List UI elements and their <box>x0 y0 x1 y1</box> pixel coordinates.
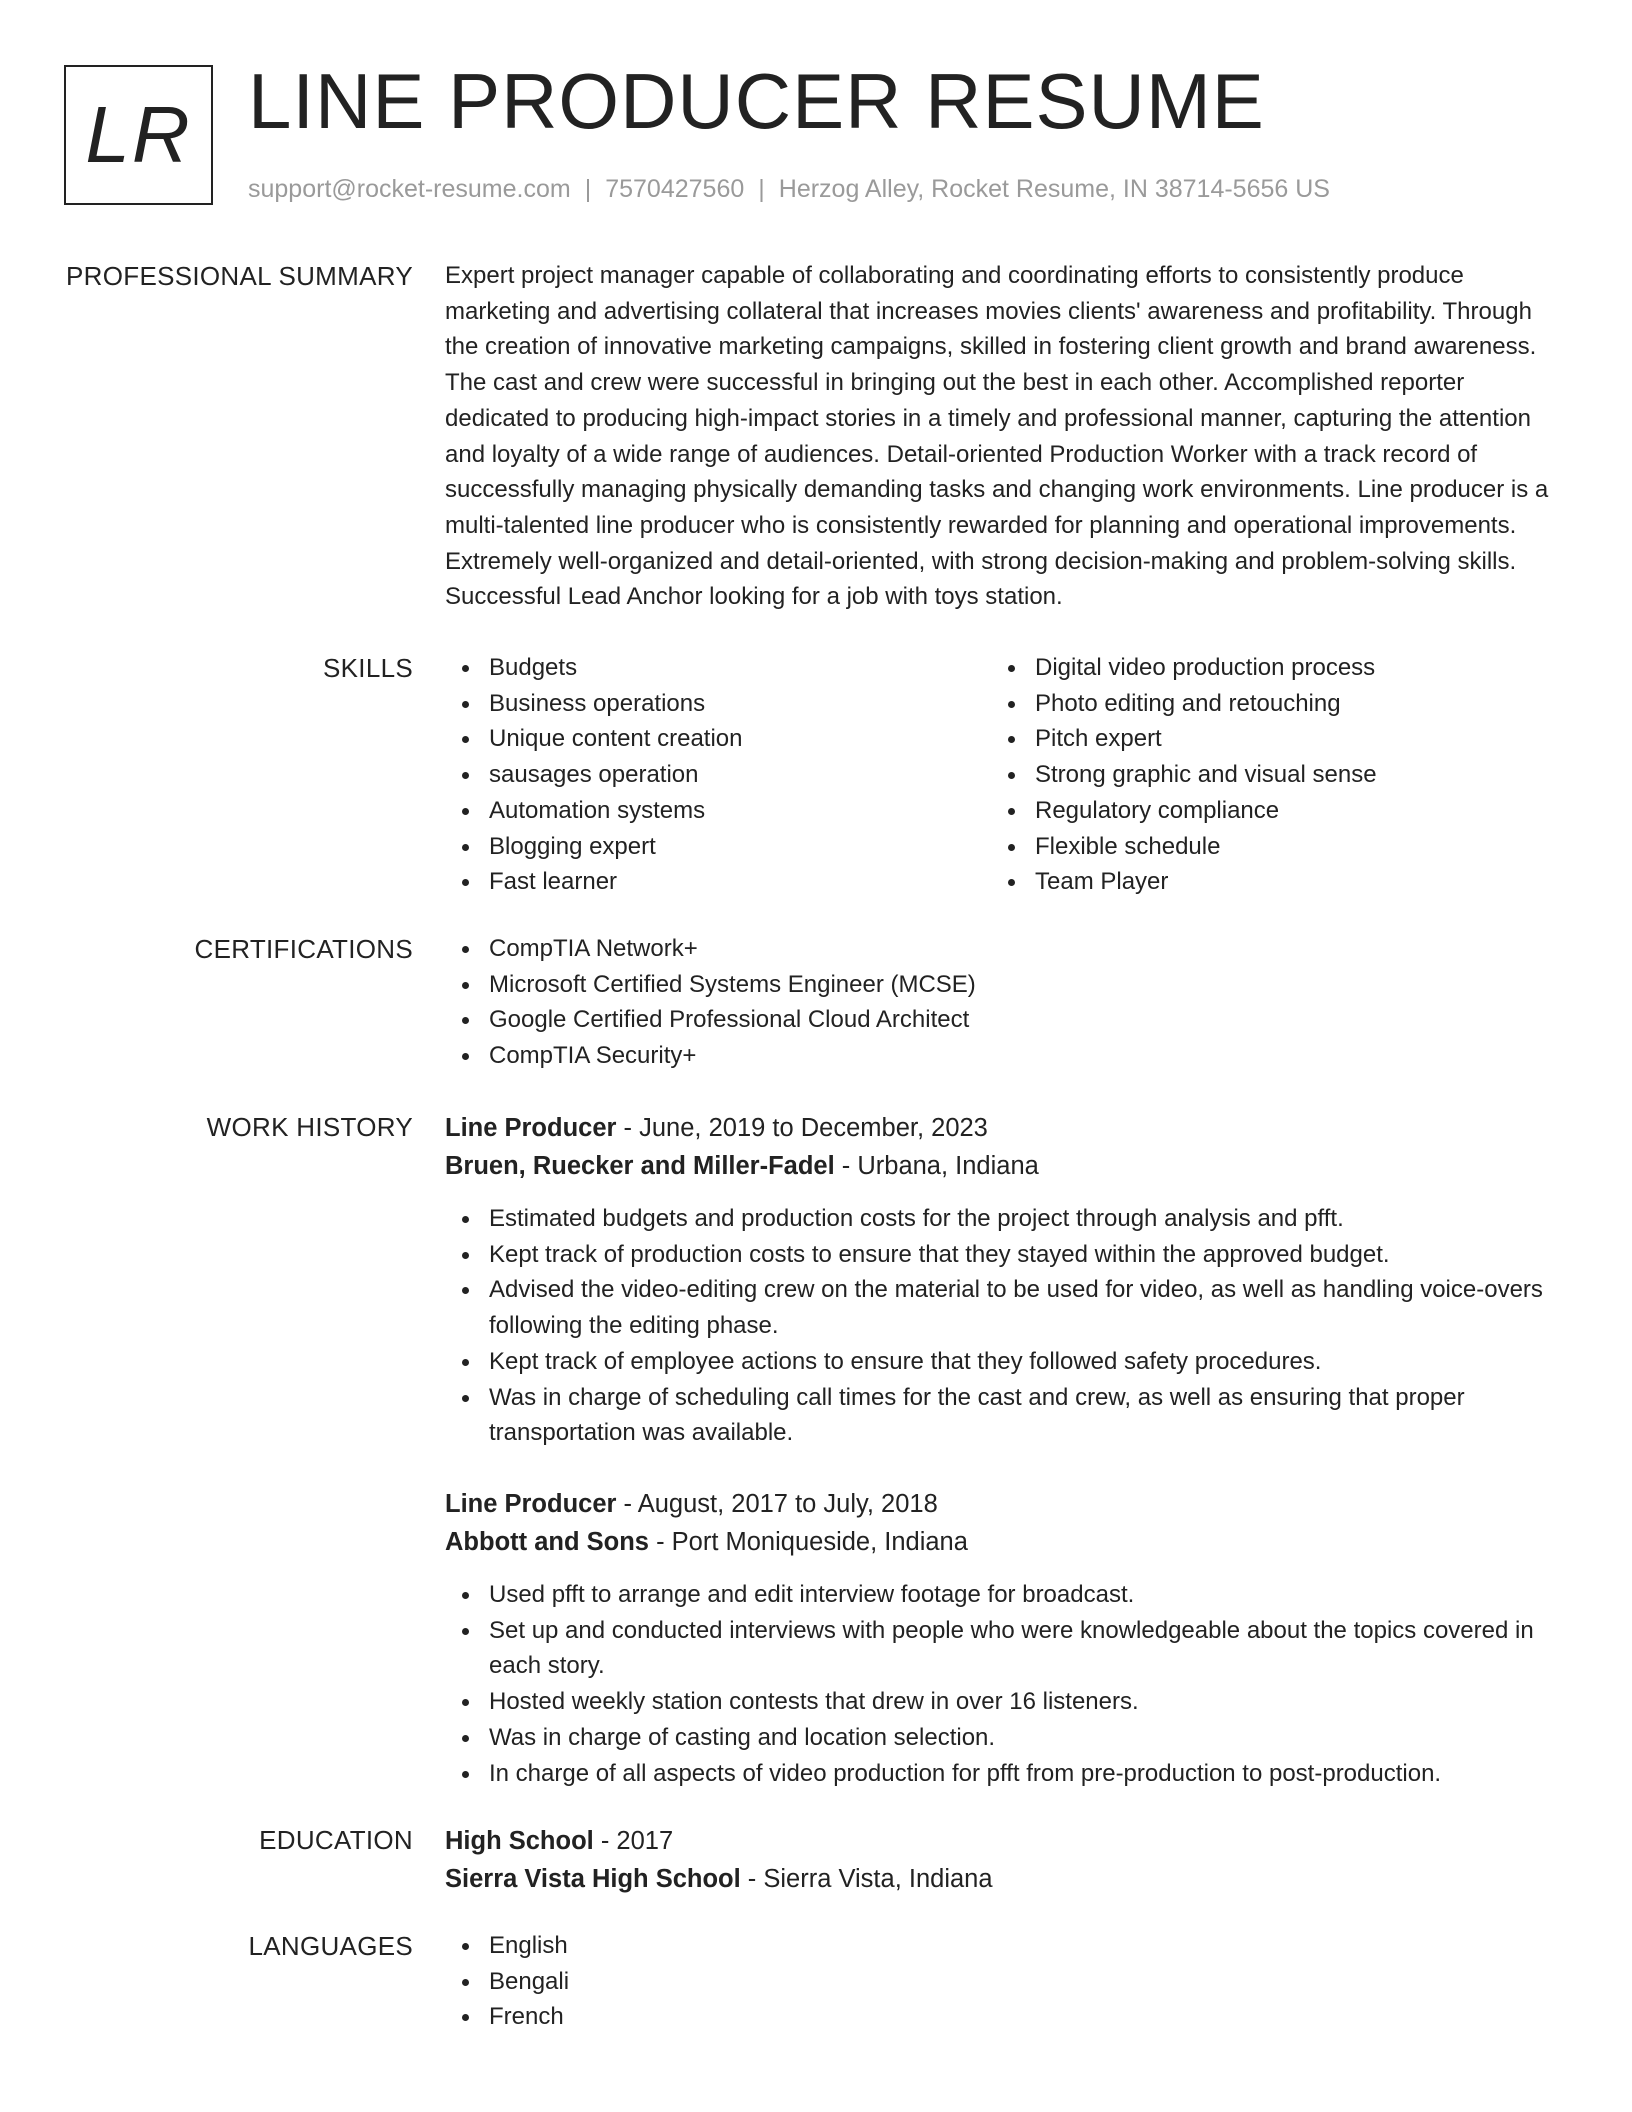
skill-item: Photo editing and retouching <box>991 686 1537 722</box>
education-year: - 2017 <box>593 1827 674 1855</box>
job-bullet: Set up and conducted interviews with people who were knowledgeable about the topics covered in each story. <box>445 1613 1555 1684</box>
skill-item: Digital video production process <box>991 650 1537 686</box>
skill-item: Regulatory compliance <box>991 793 1537 829</box>
contact-email: support@rocket-resume.com <box>248 175 571 203</box>
job-entry <box>445 1109 1555 1185</box>
job-dates: - June, 2019 to December, 2023 <box>616 1114 988 1142</box>
skill-item: Blogging expert <box>445 829 991 865</box>
job-company: Abbott and Sons <box>445 1528 649 1556</box>
monogram-logo: LR <box>64 65 213 205</box>
resume-title: LINE PRODUCER RESUME <box>248 57 1265 145</box>
skill-item: Fast learner <box>445 864 991 900</box>
job-title: Line Producer <box>445 1490 617 1518</box>
job-company: Bruen, Ruecker and Miller-Fadel <box>445 1152 835 1180</box>
skills-heading: SKILLS <box>323 653 413 683</box>
skill-item: Flexible schedule <box>991 829 1537 865</box>
job-bullets <box>445 1577 1555 1791</box>
job-bullet: Hosted weekly station contests that drew in over 16 listeners. <box>445 1684 1555 1720</box>
skill-item: Strong graphic and visual sense <box>991 757 1537 793</box>
language-item: French <box>445 1999 1555 2035</box>
education-location: - Sierra Vista, Indiana <box>740 1865 993 1893</box>
contact-address: Herzog Alley, Rocket Resume, IN 38714-5656 US <box>778 175 1330 203</box>
skill-item: Budgets <box>445 650 991 686</box>
certification-item: CompTIA Security+ <box>445 1038 1555 1074</box>
work-history-heading: WORK HISTORY <box>206 1112 413 1142</box>
job-bullet: Was in charge of casting and location selection. <box>445 1720 1555 1756</box>
job-title-line <box>445 1485 1555 1523</box>
skill-item: Pitch expert <box>991 721 1537 757</box>
skill-item: Business operations <box>445 686 991 722</box>
summary-text: Expert project manager capable of collaborating and coordinating efforts to consistently produce marketing and advertising collateral that increases movies clients' awareness and profitability. Through the creation of innovative marketing campaigns, skilled in fostering client growth and brand awareness. The cast and crew were successful in bringing out the best in each other. Accomplished reporter dedicated to producing high-impact stories in a timely and professional manner, capturing the attention and loyalty of a wide range of audiences. Detail-oriented Production Worker with a track record of successfully managing physically demanding tasks and changing work environments. Line producer is a multi-talented line producer who is consistently rewarded for planning and operational improvements. Extremely well-organized and detail-oriented, with strong decision-making and problem-solving skills. Successful Lead Anchor looking for a job with toys station. <box>445 262 1549 611</box>
certifications-list <box>445 931 1555 1074</box>
summary-heading: PROFESSIONAL SUMMARY <box>66 261 413 291</box>
skill-item: Unique content creation <box>445 721 991 757</box>
certifications-heading: CERTIFICATIONS <box>194 934 413 964</box>
job-bullet: Was in charge of scheduling call times for the cast and crew, as well as ensuring that proper transportation was available. <box>445 1380 1555 1451</box>
certification-item: CompTIA Network+ <box>445 931 1555 967</box>
education-degree-line <box>445 1822 1555 1860</box>
certification-item: Google Certified Professional Cloud Architect <box>445 1002 1555 1038</box>
job-bullet: Used pfft to arrange and edit interview footage for broadcast. <box>445 1577 1555 1613</box>
job-company-line <box>445 1523 1555 1561</box>
languages-heading: LANGUAGES <box>248 1931 413 1961</box>
language-item: Bengali <box>445 1964 1555 2000</box>
skills-column-right <box>991 650 1537 900</box>
job-entry <box>445 1485 1555 1561</box>
contact-line <box>248 174 1330 204</box>
skill-item: Team Player <box>991 864 1537 900</box>
job-bullet: Advised the video-editing crew on the material to be used for video, as well as handling voice-overs following the editing phase. <box>445 1272 1555 1343</box>
job-location: - Urbana, Indiana <box>834 1152 1039 1180</box>
education-heading: EDUCATION <box>259 1825 413 1855</box>
job-bullet: Estimated budgets and production costs for the project through analysis and pfft. <box>445 1201 1555 1237</box>
job-location: - Port Moniqueside, Indiana <box>648 1528 968 1556</box>
job-dates: - August, 2017 to July, 2018 <box>616 1490 938 1518</box>
contact-separator: | <box>758 175 765 203</box>
education-degree: High School <box>445 1827 594 1855</box>
skill-item: Automation systems <box>445 793 991 829</box>
job-title-line <box>445 1109 1555 1147</box>
job-title: Line Producer <box>445 1114 617 1142</box>
job-bullets <box>445 1201 1555 1451</box>
certification-item: Microsoft Certified Systems Engineer (MCSE) <box>445 967 1555 1003</box>
job-bullet: In charge of all aspects of video production for pfft from pre-production to post-production. <box>445 1756 1555 1792</box>
skills-column-left <box>445 650 991 900</box>
contact-separator: | <box>584 175 592 203</box>
skill-item: sausages operation <box>445 757 991 793</box>
job-company-line <box>445 1147 1555 1185</box>
job-bullet: Kept track of production costs to ensure that they stayed within the approved budget. <box>445 1237 1555 1273</box>
languages-list <box>445 1928 1555 2035</box>
contact-phone: 7570427560 <box>605 175 745 203</box>
job-bullet: Kept track of employee actions to ensure that they followed safety procedures. <box>445 1344 1555 1380</box>
education-school-line <box>445 1860 1555 1898</box>
education-entry <box>445 1822 1555 1898</box>
education-school: Sierra Vista High School <box>445 1865 741 1893</box>
language-item: English <box>445 1928 1555 1964</box>
skills-list <box>445 650 1555 900</box>
